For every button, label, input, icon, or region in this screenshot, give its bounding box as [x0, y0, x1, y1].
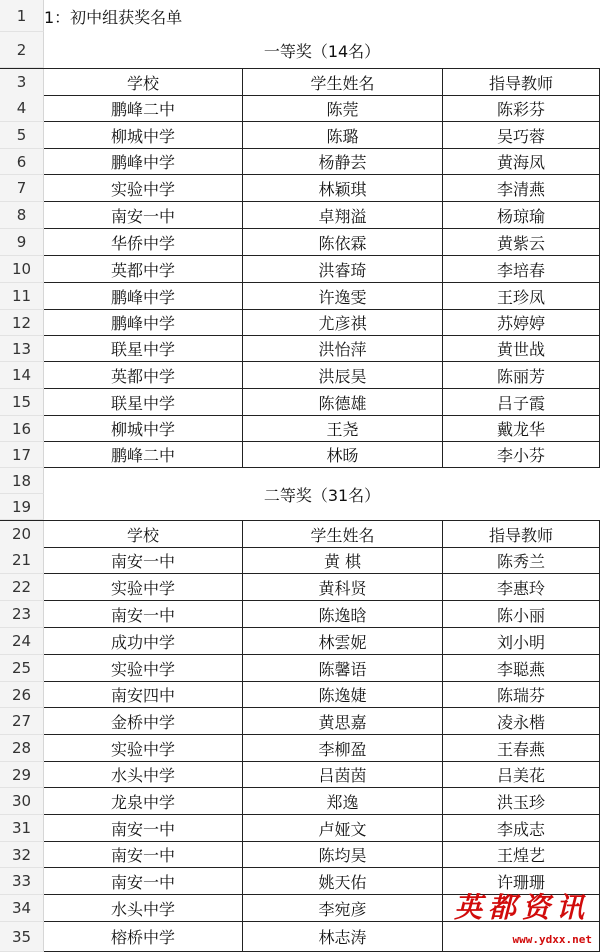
cell-teacher[interactable]: 王珍凤: [443, 283, 600, 310]
sheet-row: [0, 149, 600, 175]
row-number[interactable]: 20: [0, 521, 44, 548]
cell-student[interactable]: 林志涛: [243, 922, 443, 952]
row-number[interactable]: 7: [0, 175, 44, 202]
cell-teacher[interactable]: 陈小丽: [443, 601, 600, 628]
row-number[interactable]: 18: [0, 468, 44, 494]
cell-student[interactable]: 陈璐: [243, 122, 443, 149]
sheet-row: [0, 202, 600, 229]
cell-student[interactable]: 姚天佑: [243, 868, 443, 895]
cell-school[interactable]: 南安一中: [44, 202, 243, 229]
sheet-row: [0, 416, 600, 442]
cell-student[interactable]: 吕茵茵: [243, 762, 443, 788]
cell-school[interactable]: 南安一中: [44, 842, 243, 868]
cell-student[interactable]: 黄 棋: [243, 547, 443, 574]
cell-student[interactable]: 黄科贤: [243, 574, 443, 601]
sheet-row: [0, 389, 600, 416]
row-number[interactable]: 12: [0, 310, 44, 336]
cell-teacher[interactable]: 黄世战: [443, 336, 600, 362]
cell-teacher[interactable]: 苏婷婷: [443, 310, 600, 336]
cell-school[interactable]: 鹏峰中学: [44, 310, 243, 336]
row-number[interactable]: 23: [0, 601, 44, 628]
sheet-row: [0, 574, 600, 601]
cell-school[interactable]: 南安一中: [44, 601, 243, 628]
sheet-row: [0, 682, 600, 708]
cell-student[interactable]: 黄思嘉: [243, 708, 443, 735]
cell-teacher[interactable]: [443, 922, 600, 952]
sheet-row: [0, 283, 600, 310]
sheet-row: [0, 842, 600, 868]
sheet-row: [0, 547, 600, 574]
cell-student[interactable]: 卢娅文: [243, 815, 443, 842]
sheet-row: [0, 762, 600, 788]
cell-teacher[interactable]: 凌永楷: [443, 708, 600, 735]
cell-student[interactable]: 洪睿琦: [243, 256, 443, 283]
cell-school[interactable]: 金桥中学: [44, 708, 243, 735]
header-school[interactable]: 学校: [44, 69, 243, 96]
cell-teacher[interactable]: 黄海凤: [443, 149, 600, 175]
sheet-row: [0, 256, 600, 283]
sheet-row: [0, 0, 600, 32]
row-number[interactable]: 6: [0, 149, 44, 175]
cell-student[interactable]: 王尧: [243, 416, 443, 442]
header-student[interactable]: 学生姓名: [243, 521, 443, 548]
row-number[interactable]: 24: [0, 628, 44, 655]
cell-teacher[interactable]: 吕美花: [443, 762, 600, 788]
first-prize-heading[interactable]: 一等奖（14名）: [263, 41, 381, 61]
cell-school[interactable]: 柳城中学: [44, 416, 243, 442]
row-number[interactable]: 22: [0, 574, 44, 601]
row-number[interactable]: 10: [0, 256, 44, 283]
header-teacher[interactable]: 指导教师: [443, 69, 600, 96]
cell-school[interactable]: 实验中学: [44, 574, 243, 601]
sheet-row: [0, 788, 600, 815]
cell-teacher[interactable]: 王煌艺: [443, 842, 600, 868]
watermark-logo: 英都资讯: [454, 891, 591, 924]
sheet-title[interactable]: 1：初中组获奖名单: [44, 7, 183, 27]
row-number[interactable]: 34: [0, 895, 44, 922]
cell-school[interactable]: 南安一中: [44, 868, 243, 895]
row-number[interactable]: 31: [0, 815, 44, 842]
cell-teacher[interactable]: 戴龙华: [443, 416, 600, 442]
row-number[interactable]: 17: [0, 442, 44, 468]
cell-student[interactable]: 林旸: [243, 442, 443, 468]
sheet-row: [0, 175, 600, 202]
row-number[interactable]: 30: [0, 788, 44, 815]
row-number[interactable]: 8: [0, 202, 44, 229]
cell-teacher[interactable]: 李清燕: [443, 175, 600, 202]
cell-school[interactable]: 实验中学: [44, 735, 243, 762]
sheet-row: [0, 68, 600, 96]
cell-teacher[interactable]: 陈秀兰: [443, 547, 600, 574]
cell-school[interactable]: 联星中学: [44, 389, 243, 416]
cell-student[interactable]: 卓翔溢: [243, 202, 443, 229]
cell-teacher[interactable]: 陈瑞芬: [443, 682, 600, 708]
row-number[interactable]: 2: [0, 32, 44, 68]
row-number[interactable]: 11: [0, 283, 44, 310]
cell-school[interactable]: 南安四中: [44, 682, 243, 708]
sheet-row: [0, 895, 600, 922]
cell-school[interactable]: 水头中学: [44, 762, 243, 788]
cell-school[interactable]: 榕桥中学: [44, 922, 243, 952]
cell-student[interactable]: 洪怡萍: [243, 336, 443, 362]
row-number[interactable]: 9: [0, 229, 44, 256]
cell-school[interactable]: 鹏峰二中: [44, 95, 243, 122]
cell-school[interactable]: 华侨中学: [44, 229, 243, 256]
cell-student[interactable]: 李宛彦: [243, 895, 443, 922]
cell-school[interactable]: 鹏峰中学: [44, 149, 243, 175]
row-number[interactable]: 16: [0, 416, 44, 442]
cell-teacher[interactable]: 李成志: [443, 815, 600, 842]
row-number[interactable]: 13: [0, 336, 44, 362]
cell-teacher[interactable]: 吴巧蓉: [443, 122, 600, 149]
cell-school[interactable]: 实验中学: [44, 175, 243, 202]
row-number[interactable]: 19: [0, 494, 44, 520]
cell-student[interactable]: 陈逸晗: [243, 601, 443, 628]
sheet-row: [0, 708, 600, 735]
row-number[interactable]: 32: [0, 842, 44, 868]
cell-teacher[interactable]: 黄紫云: [443, 229, 600, 256]
sheet-row: [0, 229, 600, 256]
cell-school[interactable]: 鹏峰二中: [44, 442, 243, 468]
cell-teacher[interactable]: 李培春: [443, 256, 600, 283]
cell-school[interactable]: 联星中学: [44, 336, 243, 362]
cell-student[interactable]: 林颖琪: [243, 175, 443, 202]
sheet-row: [0, 655, 600, 682]
cell-student[interactable]: 陈均昊: [243, 842, 443, 868]
cell-teacher[interactable]: 刘小明: [443, 628, 600, 655]
sheet-row: [0, 868, 600, 895]
cell-school[interactable]: 实验中学: [44, 655, 243, 682]
row-number[interactable]: 15: [0, 389, 44, 416]
cell-teacher[interactable]: 洪玉珍: [443, 788, 600, 815]
sheet-row: [0, 122, 600, 149]
cell-school[interactable]: 南安一中: [44, 547, 243, 574]
cell-teacher[interactable]: 李小芬: [443, 442, 600, 468]
second-prize-heading[interactable]: 二等奖（31名）: [44, 468, 600, 520]
row-number[interactable]: 28: [0, 735, 44, 762]
row-number[interactable]: 5: [0, 122, 44, 149]
row-number[interactable]: 27: [0, 708, 44, 735]
row-number[interactable]: 26: [0, 682, 44, 708]
cell-school[interactable]: 龙泉中学: [44, 788, 243, 815]
cell-student[interactable]: 陈馨语: [243, 655, 443, 682]
row-number[interactable]: 4: [0, 95, 44, 122]
row-number[interactable]: 14: [0, 362, 44, 389]
watermark-url: www.ydxx.net: [512, 933, 592, 946]
row-number[interactable]: 29: [0, 762, 44, 788]
cell-student[interactable]: 杨静芸: [243, 149, 443, 175]
cell-teacher[interactable]: 李惠玲: [443, 574, 600, 601]
sheet-row: [0, 32, 600, 68]
cell-school[interactable]: 水头中学: [44, 895, 243, 922]
cell-student[interactable]: 林雲妮: [243, 628, 443, 655]
row-number[interactable]: 35: [0, 922, 44, 952]
row-number[interactable]: 25: [0, 655, 44, 682]
cell-student[interactable]: 陈德雄: [243, 389, 443, 416]
sheet-row: [0, 336, 600, 362]
cell-school[interactable]: 南安一中: [44, 815, 243, 842]
header-student[interactable]: 学生姓名: [243, 69, 443, 96]
sheet-row: [0, 310, 600, 336]
sheet-row: [0, 815, 600, 842]
sheet-row: [0, 95, 600, 122]
sheet-row: [0, 520, 600, 548]
cell-teacher[interactable]: 李聪燕: [443, 655, 600, 682]
cell-student[interactable]: 许逸雯: [243, 283, 443, 310]
cell-teacher[interactable]: [443, 895, 600, 922]
cell-student[interactable]: 陈莞: [243, 95, 443, 122]
cell-school[interactable]: 英都中学: [44, 362, 243, 389]
cell-student[interactable]: 郑逸: [243, 788, 443, 815]
cell-teacher[interactable]: 陈丽芳: [443, 362, 600, 389]
header-teacher[interactable]: 指导教师: [443, 521, 600, 548]
sheet-row: [0, 628, 600, 655]
row-number[interactable]: 3: [0, 69, 44, 96]
row-number[interactable]: 21: [0, 547, 44, 574]
cell-school[interactable]: 柳城中学: [44, 122, 243, 149]
cell-student[interactable]: 洪辰昊: [243, 362, 443, 389]
sheet-row: [0, 735, 600, 762]
header-school[interactable]: 学校: [44, 521, 243, 548]
cell-student[interactable]: 尤彦祺: [243, 310, 443, 336]
sheet-row: [0, 922, 600, 952]
cell-school[interactable]: 成功中学: [44, 628, 243, 655]
cell-student[interactable]: 陈依霖: [243, 229, 443, 256]
cell-teacher[interactable]: 杨琼瑜: [443, 202, 600, 229]
cell-student[interactable]: 李柳盈: [243, 735, 443, 762]
cell-school[interactable]: 鹏峰中学: [44, 283, 243, 310]
sheet-row: [0, 442, 600, 468]
cell-teacher[interactable]: 许珊珊: [443, 868, 600, 895]
cell-student[interactable]: 陈逸婕: [243, 682, 443, 708]
cell-teacher[interactable]: 陈彩芬: [443, 95, 600, 122]
cell-teacher[interactable]: 吕子霞: [443, 389, 600, 416]
row-number[interactable]: 1: [0, 0, 44, 32]
sheet-row: [0, 362, 600, 389]
cell-teacher[interactable]: 王春燕: [443, 735, 600, 762]
sheet-row: [0, 468, 600, 505]
sheet-row: [0, 601, 600, 628]
cell-school[interactable]: 英都中学: [44, 256, 243, 283]
row-number[interactable]: 33: [0, 868, 44, 895]
